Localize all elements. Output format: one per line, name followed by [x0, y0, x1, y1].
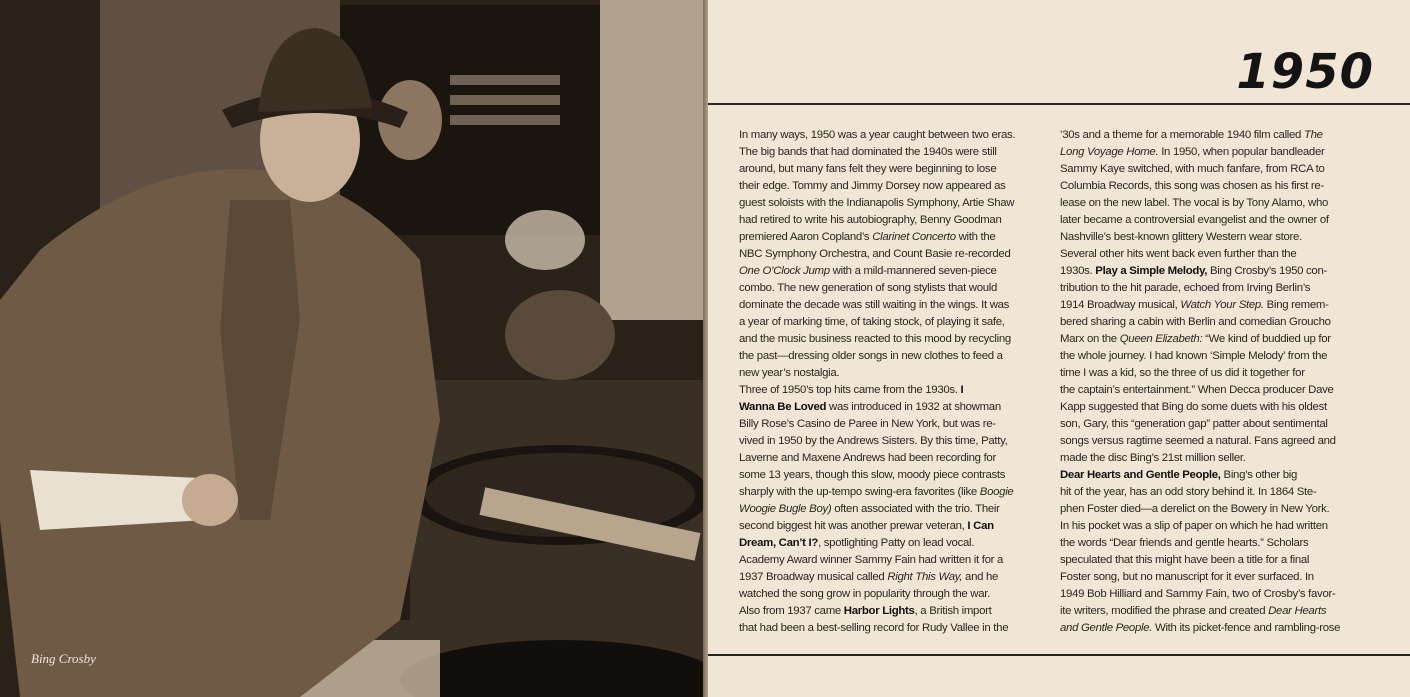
text-segment: their edge. Tommy and Jimmy Dorsey now appeared as	[739, 180, 1006, 192]
text-segment: lease on the new label. The vocal is by Tony Alamo, who	[1060, 197, 1329, 209]
text-segment: bered sharing a cabin with Berlin and comedian Groucho	[1060, 316, 1331, 328]
text-line	[1060, 195, 1373, 212]
text-segment: speculated that this might have been a title for a final	[1060, 554, 1310, 566]
text-segment: the whole journey. I had known ‘Simple Melody’ from the	[1060, 350, 1328, 362]
text-segment: sharply with the up-tempo swing-era favorites (like	[739, 486, 980, 498]
text-line	[739, 484, 1052, 501]
photo-bing-crosby	[0, 0, 703, 697]
text-segment: tribution to the hit parade, echoed from Irving Berlin’s	[1060, 282, 1311, 294]
text-line	[739, 348, 1052, 365]
text-segment: , spotlighting Patty on lead vocal.	[818, 537, 975, 549]
text-segment: songs versus ragtime seemed a natural. Fans agreed and	[1060, 435, 1336, 447]
text-segment: had retired to write his autobiography, Benny Goodman	[739, 214, 1002, 226]
text-line	[1060, 450, 1373, 467]
text-line	[1060, 501, 1373, 518]
text-segment: made the disc Bing’s 21st million seller.	[1060, 452, 1246, 464]
text-line	[739, 280, 1052, 297]
text-segment: The big bands that had dominated the 1940s were still	[739, 146, 997, 158]
text-line	[1060, 263, 1373, 280]
text-segment: Play a Simple Melody,	[1095, 265, 1208, 277]
text-segment: new year’s nostalgia.	[739, 367, 840, 379]
text-segment: Kapp suggested that Bing do some duets with his oldest	[1060, 401, 1327, 413]
text-segment: The	[1303, 129, 1323, 141]
text-line	[739, 314, 1052, 331]
text-line	[1060, 144, 1373, 161]
text-segment: Long Voyage Home.	[1060, 146, 1159, 158]
text-segment: and Gentle People.	[1060, 622, 1153, 634]
text-segment: Dream, Can’t I?	[739, 537, 819, 549]
text-segment: Bing remem-	[1263, 299, 1329, 311]
text-line	[739, 586, 1052, 603]
text-line	[1060, 416, 1373, 433]
text-page	[708, 0, 1410, 697]
text-line	[739, 467, 1052, 484]
text-segment: 1949 Bob Hilliard and Sammy Fain, two of Crosby’s favor-	[1060, 588, 1336, 600]
bottom-rule	[708, 654, 1410, 656]
text-line	[739, 518, 1052, 535]
text-segment: With its picket-fence and rambling-rose	[1152, 622, 1341, 634]
text-line	[1060, 127, 1373, 144]
text-segment: that had been a best-selling record for Rudy Vallee in the	[739, 622, 1009, 634]
text-segment: Laverne and Maxene Andrews had been recording for	[739, 452, 996, 464]
text-segment: Bing Crosby’s 1950 con-	[1207, 265, 1327, 277]
text-segment: guest soloists with the Indianapolis Symphony, Artie Shaw	[739, 197, 1015, 209]
text-segment: “We kind of buddied up for	[1202, 333, 1331, 345]
text-segment: the words “Dear friends and gentle hearts.” Scholars	[1060, 537, 1309, 549]
text-line	[739, 195, 1052, 212]
text-segment: with a mild-mannered seven-piece	[829, 265, 997, 277]
text-segment: premiered Aaron Copland’s	[739, 231, 873, 243]
text-line	[739, 161, 1052, 178]
text-segment: In 1950, when popular bandleader	[1158, 146, 1325, 158]
text-segment: dominate the decade was still waiting in the wings. It was	[739, 299, 1010, 311]
text-segment: 1914 Broadway musical,	[1060, 299, 1181, 311]
text-segment: Three of 1950’s top hits came from the 1930s.	[739, 384, 961, 396]
text-line	[1060, 331, 1373, 348]
text-line	[1060, 212, 1373, 229]
text-line	[1060, 246, 1373, 263]
year-heading: 1950	[1236, 44, 1374, 100]
text-segment: Clarinet Concerto	[872, 231, 956, 243]
text-segment: Sammy Kaye switched, with much fanfare, from RCA to	[1060, 163, 1325, 175]
text-line	[739, 603, 1052, 620]
text-line	[739, 382, 1052, 399]
text-line	[1060, 535, 1373, 552]
text-line	[1060, 620, 1373, 637]
text-segment: One O’Clock Jump	[739, 265, 830, 277]
text-segment: the captain’s entertainment.” When Decca producer Dave	[1060, 384, 1334, 396]
text-segment: son, Gary, this “generation gap” patter about sentimental	[1060, 418, 1328, 430]
text-segment: Foster song, but no manuscript for it ever surfaced. In	[1060, 571, 1314, 583]
text-segment: Dear Hearts and Gentle People,	[1060, 469, 1221, 481]
text-line	[1060, 586, 1373, 603]
text-segment: Marx on the	[1060, 333, 1120, 345]
text-segment: hit of the year, has an odd story behind it. In 1864 Ste-	[1060, 486, 1317, 498]
text-segment: Wanna Be Loved	[739, 401, 827, 413]
text-segment: Academy Award winner Sammy Fain had written it for a	[739, 554, 1004, 566]
text-line	[1060, 603, 1373, 620]
text-segment: I	[960, 384, 964, 396]
text-line	[1060, 399, 1373, 416]
text-segment: watched the song grow in popularity through the war.	[739, 588, 990, 600]
text-segment: Boogie	[979, 486, 1014, 498]
text-line	[739, 331, 1052, 348]
text-segment: was introduced in 1932 at showman	[826, 401, 1001, 413]
text-segment: NBC Symphony Orchestra, and Count Basie re-recorded	[739, 248, 1011, 260]
text-line	[1060, 314, 1373, 331]
text-line	[739, 535, 1052, 552]
text-line	[739, 263, 1052, 280]
text-line	[1060, 467, 1373, 484]
text-segment: second biggest hit was another prewar veteran,	[739, 520, 968, 532]
text-segment: 1937 Broadway musical called	[739, 571, 888, 583]
article-column-left	[739, 127, 1052, 637]
text-line	[739, 501, 1052, 518]
text-segment: Dear Hearts	[1268, 605, 1327, 617]
text-line	[1060, 280, 1373, 297]
text-segment: and the music business reacted to this mood by recycling	[739, 333, 1011, 345]
text-segment: and he	[962, 571, 999, 583]
text-segment: around, but many fans felt they were beginning to lose	[739, 163, 997, 175]
text-line	[1060, 382, 1373, 399]
text-line	[739, 144, 1052, 161]
text-line	[1060, 552, 1373, 569]
text-line	[739, 212, 1052, 229]
text-line	[1060, 178, 1373, 195]
text-line	[739, 416, 1052, 433]
text-segment: , a British import	[914, 605, 992, 617]
text-line	[739, 620, 1052, 637]
text-segment: time I was a kid, so the three of us did it together for	[1060, 367, 1305, 379]
text-line	[739, 127, 1052, 144]
text-segment: phen Foster died—a derelict on the Bowery in New York.	[1060, 503, 1330, 515]
text-segment: Nashville’s best-known glittery Western wear store.	[1060, 231, 1302, 243]
text-line	[1060, 518, 1373, 535]
text-segment: Queen Elizabeth:	[1119, 333, 1203, 345]
text-line	[739, 229, 1052, 246]
text-segment: a year of marking time, of taking stock, of playing it safe,	[739, 316, 1005, 328]
text-line	[739, 246, 1052, 263]
text-segment: with the	[955, 231, 996, 243]
text-line	[1060, 569, 1373, 586]
text-line	[739, 178, 1052, 195]
text-line	[1060, 365, 1373, 382]
text-line	[739, 433, 1052, 450]
text-segment: 1930s.	[1060, 265, 1096, 277]
photo-illustration	[0, 0, 703, 697]
text-line	[739, 297, 1052, 314]
text-line	[739, 365, 1052, 382]
text-segment: often associated with the trio. Their	[831, 503, 1000, 515]
text-line	[739, 399, 1052, 416]
text-segment: vived in 1950 by the Andrews Sisters. By this time, Patty,	[739, 435, 1008, 447]
text-line	[1060, 297, 1373, 314]
text-segment: later became a controversial evangelist and the owner of	[1060, 214, 1329, 226]
article-column-right	[1060, 127, 1373, 637]
photo-caption: Bing Crosby	[31, 651, 96, 666]
top-rule	[708, 103, 1410, 105]
text-segment: Watch Your Step.	[1180, 299, 1264, 311]
text-line	[739, 450, 1052, 467]
text-segment: Several other hits went back even further than the	[1060, 248, 1297, 260]
text-segment: Harbor Lights	[843, 605, 915, 617]
text-line	[739, 552, 1052, 569]
text-segment: Billy Rose’s Casino de Paree in New York, but was re-	[739, 418, 996, 430]
text-line	[1060, 161, 1373, 178]
text-segment: ’30s and a theme for a memorable 1940 film called	[1060, 129, 1304, 141]
text-segment: Columbia Records, this song was chosen as his first re-	[1060, 180, 1324, 192]
text-line	[1060, 348, 1373, 365]
text-segment: In many ways, 1950 was a year caught between two eras.	[739, 129, 1016, 141]
text-segment: Also from 1937 came	[739, 605, 844, 617]
text-line	[1060, 484, 1373, 501]
text-segment: Woogie Bugle Boy)	[739, 503, 832, 515]
text-segment: ite writers, modified the phrase and created	[1060, 605, 1269, 617]
text-line	[739, 569, 1052, 586]
text-segment: I Can	[967, 520, 994, 532]
text-line	[1060, 433, 1373, 450]
text-segment: combo. The new generation of song stylists that would	[739, 282, 998, 294]
text-segment: the past—dressing older songs in new clothes to feed a	[739, 350, 1003, 362]
text-segment: In his pocket was a slip of paper on which he had written	[1060, 520, 1328, 532]
text-line	[1060, 229, 1373, 246]
text-segment: some 13 years, though this slow, moody piece contrasts	[739, 469, 1006, 481]
text-segment: Bing’s other big	[1220, 469, 1298, 481]
text-segment: Right This Way,	[887, 571, 963, 583]
